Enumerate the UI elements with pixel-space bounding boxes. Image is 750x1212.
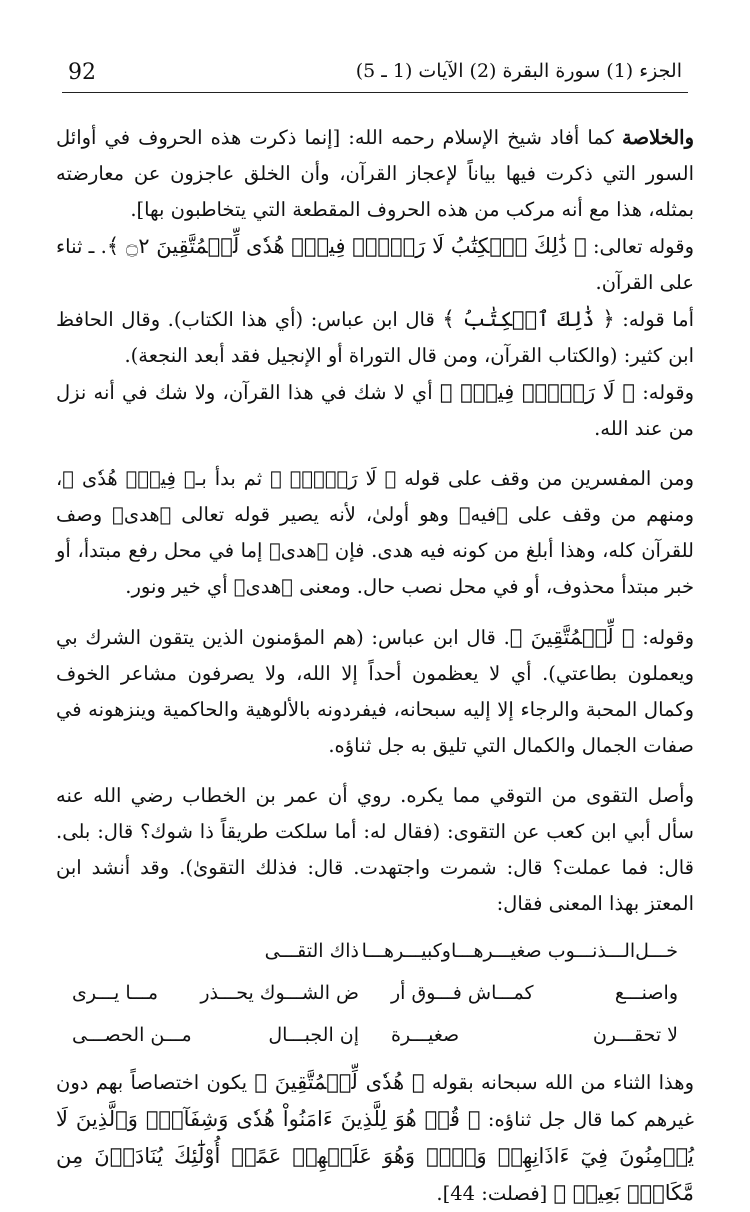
poem-hemistich-right [361,940,694,962]
quran-verse: ﴿ ذَٰلِكَ ٱلۡكِتَٰبُ لَا رَيۡبَۛ فِيهِۛ هُدٗى لِّلۡمُتَّقِينَ ۝٢ ﴾ [106,234,587,258]
poem-word: إن الجبـــال [268,1024,359,1046]
muttaqin-prefix: وقوله: [634,626,694,649]
page-number: 92 [68,60,96,85]
al-kitab-prefix: أما قوله: [614,308,695,331]
quran-al-kitab: ﴿ ذَٰلِكَ ٱلۡكِتَٰبُ ﴾ [442,307,615,331]
praise-mid: يكون اختصاصاً بهم دون غيرهم كما قال جل ثناؤه: [56,1071,694,1131]
running-title: الجزء (1) سورة البقرة (2) الآيات (1 ـ 5) [355,60,682,82]
poem-word: كمـــاش فـــوق أر [391,982,534,1004]
la-rayb-prefix: وقوله: [635,381,695,404]
poem-verse [56,972,694,1014]
verse-intro-prefix: وقوله تعالى: [586,235,694,258]
la-rayb-text: أي لا شك في هذا القرآن، ولا شك في أنه نزل من عند الله. [56,381,694,440]
surah-reference: [فصلت: 44]. [436,1182,554,1205]
page-header [62,56,688,93]
paragraph-mufassirin [56,461,694,605]
poem [56,930,694,1056]
poem-hemistich-left [56,1024,375,1046]
paragraph-verse-intro [56,228,694,301]
quran-muttaqin: ﴿ لِّلۡمُتَّقِينَ ﴾ [509,625,635,649]
poem-hemistich-right [375,1024,694,1046]
paragraph-la-rayb [56,374,694,447]
poem-word: الـــذنـــوب صغيـــرهـــا [450,940,636,962]
conclusion-lead: والخلاصة [621,126,694,149]
poem-word: مـــن الحصـــى [72,1024,192,1046]
paragraph-muttaqin [56,619,694,764]
al-kitab-text: قال ابن عباس: (أي هذا الكتاب). وقال الحافظ ابن كثير: (والكتاب القرآن، ومن قال التوراة أو الإنجيل فقد أبعد النجعة). [56,308,694,367]
verse-intro-suffix: . ـ ثناء على القرآن. [56,235,694,294]
poem-verse [56,1014,694,1056]
paragraph-taqwa-origin [56,778,694,922]
paragraph-praise [56,1064,694,1212]
quran-la-rayb: ﴿ لَا رَيۡبَۛ فِيهِۛ ﴾ [439,380,636,404]
poem-word: لا تحقـــرن [592,1024,678,1046]
conclusion-text: كما أفاد شيخ الإسلام رحمه الله: [إنما ذكرت هذه الحروف في أوائل السور التي ذكرت فيها بياناً لإعجاز القرآن، وأن الخلق عاجزون عن معارضته بمثله، هذا مع أنه مركب من هذه الحروف المقطعة التي يتخاطبون بها]. [56,126,694,221]
poem-word: وكبيـــرهـــا [361,940,451,962]
quran-huda-muttaqin: ﴿ هُدٗى لِّلۡمُتَّقِينَ ﴾ [254,1070,425,1094]
poem-word: ض الشـــوك يحـــذر [200,982,359,1004]
taqwa-origin-text: وأصل التقوى من التوقي مما يكره. روي أن عمر بن الخطاب رضي الله عنه سأل أبي ابن كعب عن التقوى: (فقال له: أما سلكت طريقاً ذا شوك؟ قال: بلى. قال: فما عملت؟ قال: شمرت واجتهدت. قال: فذلك التقوىٰ). وقد أنشد ابن المعتز بهذا المعنى فقال: [56,784,694,915]
poem-hemistich-left [56,982,375,1004]
poem-word: خـــل [635,940,678,962]
poem-verse [56,930,694,972]
poem-word: صغيـــرة [391,1024,460,1046]
poem-word: مـــا يـــرى [72,982,159,1004]
paragraph-conclusion [56,120,694,228]
muttaqin-text: . قال ابن عباس: (هم المؤمنون الذين يتقون الشرك بي ويعملون بطاعتي). أي لا يعظمون أحداً إلا الله، ولا يصرفون مشاعر الخوف وكمال المحبة والرجاء إلا إليه سبحانه، فيفردونه بالألوهية والحاكمية وينزهونه في صفات الجمال والكمال التي تليق به جل ثناؤه. [56,626,694,757]
praise-prefix: وهذا الثناء من الله سبحانه بقوله [424,1071,694,1094]
paragraph-al-kitab [56,301,694,374]
page-body [56,120,694,1212]
poem-hemistich-left [56,940,375,962]
quran-fussilat: ﴿ قُلۡ هُوَ لِلَّذِينَ ءَامَنُواْ هُدٗى وَشِفَآءٞۚ وَٱلَّذِينَ لَا يُؤۡمِنُونَ فِيٓ ءَاذَانِهِمۡ وَقۡرٞ وَهُوَ عَلَيۡهِمۡ عَمًىۚ أُوْلَٰٓئِكَ يُنَادَوۡنَ مِن مَّكَانِۭ بَعِيدٖ ﴾ [56,1107,694,1205]
mufassirin-text: ومن المفسرين من وقف على قوله ﴿ لَا رَيۡبَۛ ﴾ ثم بدأ بـ﴿ فِيهِۛ هُدٗى ﴾، ومنهم من وقف على ﴿فيه﴾ وهو أولىٰ، لأنه يصير قوله تعالى ﴿هدى﴾ وصف للقرآن كله، وهذا أبلغ من كونه فيه هدى. فإن ﴿هدى﴾ إما في محل رفع مبتدأ، أو خبر مبتدأ محذوف، أو في محل نصب حال. ومعنى ﴿هدى﴾ أي خير ونور. [56,467,694,598]
poem-hemistich-right [375,982,694,1004]
poem-word: واصنـــع [614,982,678,1004]
poem-word: ذاك التقـــى [264,940,359,962]
